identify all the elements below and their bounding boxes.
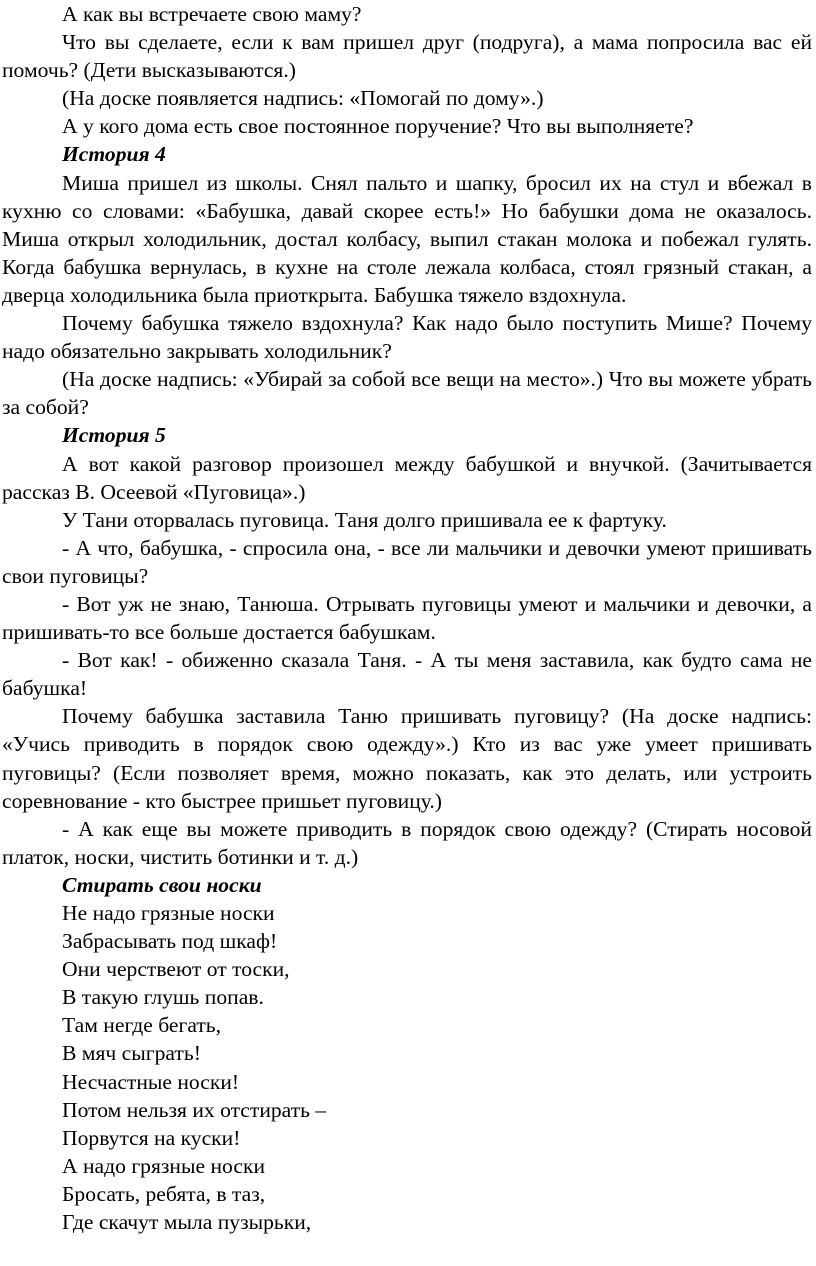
poem-line: Порвутся на куски! (62, 1125, 241, 1150)
poem-line: Бросать, ребята, в таз, (62, 1181, 266, 1206)
poem-line: А надо грязные носки (62, 1153, 266, 1178)
paragraph: А как вы встречаете свою маму? (62, 2, 362, 26)
paragraph: Почему бабушка заставила Таню пришивать пуговицу? (На доске надпись: «Учись приводить в порядок свою одежду».) Кто из вас уже умеет пришивать пуговицы? (Если позволяет время, можно показать, как это делать, или устроить соревнование - кто быстрее пришьет пуговицу.) (2, 704, 812, 813)
poem-line: Забрасывать под шкаф! (62, 929, 278, 954)
paragraph: Миша пришел из школы. Снял пальто и шапку, бросил их на стул и вбежал в кухню со словами: «Бабушка, давай скорее есть!» Но бабушки дома не оказалось. Миша открыл холодильник, достал колбасу, выпил стакан молока и побежал гулять. Когда бабушка вернулась, в кухне на столе лежала колбаса, стоял грязный стакан, а дверца холодильника была приоткрыта. Бабушка тяжело вздохнула. (2, 170, 812, 307)
poem-line: Не надо грязные носки (62, 901, 275, 925)
paragraph: У Тани оторвалась пуговица. Таня долго пришивала ее к фартуку. (62, 507, 667, 532)
section-heading-story-4: История 4 (62, 142, 166, 167)
poem-line: В мяч сыграть! (62, 1041, 201, 1066)
poem-line: Потом нельзя их отстирать – (62, 1097, 327, 1122)
poem-line: Там негде бегать, (62, 1013, 222, 1038)
poem-line: Несчастные носки! (62, 1069, 240, 1094)
paragraph: (На доске надпись: «Убирай за собой все вещи на место».) Что вы можете убрать за собой? (2, 367, 812, 420)
paragraph: (На доске появляется надпись: «Помогай по дому».) (62, 86, 544, 111)
poem-line: Где скачут мыла пузырьки, (62, 1210, 312, 1235)
paragraph: - Вот как! - обиженно сказала Таня. - А ты меня заставила, как будто сама не бабушка! (2, 648, 812, 701)
paragraph: - А как еще вы можете приводить в порядок свою одежду? (Стирать носовой платок, носки, чистить ботинки и т. д.) (2, 816, 812, 869)
paragraph: А вот какой разговор произошел между бабушкой и внучкой. (Зачитывается рассказ В. Осеевой «Пуговица».) (2, 451, 812, 504)
paragraph: Почему бабушка тяжело вздохнула? Как надо было поступить Мише? Почему надо обязательно закрывать холодильник? (2, 311, 812, 364)
paragraph: А у кого дома есть свое постоянное поручение? Что вы выполняете? (62, 114, 694, 139)
poem-title: Стирать свои носки (62, 872, 262, 897)
paragraph: Что вы сделаете, если к вам пришел друг (подруга), а мама попросила вас ей помочь? (Дети высказываются.) (2, 30, 812, 83)
section-heading-story-5: История 5 (62, 423, 166, 448)
paragraph: - Вот уж не знаю, Танюша. Отрывать пуговицы умеют и мальчики и девочки, а пришивать-то все больше достается бабушкам. (2, 591, 812, 645)
paragraph: - А что, бабушка, - спросила она, - все ли мальчики и девочки умеют пришивать свои пуговицы? (2, 535, 812, 588)
poem (2, 899, 812, 1236)
poem-line: Они черствеют от тоски, (62, 957, 290, 982)
poem-line: В такую глушь попав. (62, 985, 264, 1010)
